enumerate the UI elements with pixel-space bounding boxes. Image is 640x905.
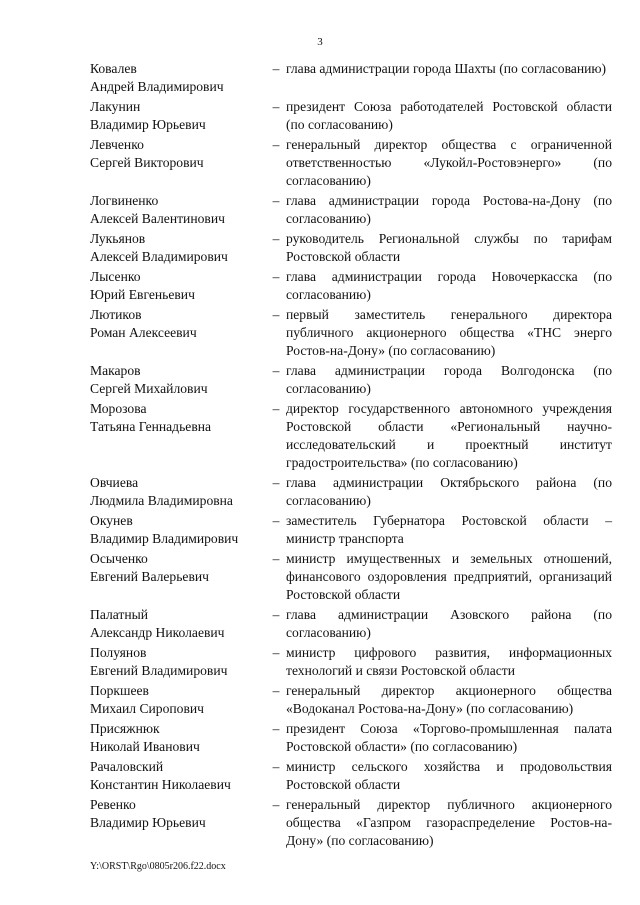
member-name [90, 606, 266, 642]
surname: Присяжнюк [90, 721, 160, 736]
member-name [90, 512, 266, 548]
member-role: генеральный директор акционерного общества «Водоканал Ростова-на-Дону» (по согласованию) [286, 683, 612, 716]
surname: Макаров [90, 363, 141, 378]
list-item [90, 474, 612, 510]
member-role: министр сельского хозяйства и продовольствия Ростовской области [286, 759, 612, 792]
member-name [90, 720, 266, 756]
member-name [90, 306, 266, 342]
member-name [90, 192, 266, 228]
dash: – [272, 551, 280, 566]
member-list [90, 60, 612, 852]
dash: – [272, 759, 280, 774]
member-role: президент Союза работодателей Ростовской области (по согласованию) [286, 99, 612, 132]
given-name: Евгений Валерьевич [90, 569, 209, 584]
given-name: Татьяна Геннадьевна [90, 419, 212, 434]
dash: – [272, 683, 280, 698]
dash: – [272, 307, 280, 322]
list-item [90, 720, 612, 756]
member-role: генеральный директор публичного акционерного общества «Газпром газораспределение Ростов-на-Дону» (по согласованию) [286, 797, 612, 848]
dash: – [272, 193, 280, 208]
member-role: первый заместитель генерального директора публичного акционерного общества «ТНС энерго Ростов-на-Дону» (по согласованию) [286, 307, 612, 358]
given-name: Николай Иванович [90, 739, 200, 754]
member-name [90, 136, 266, 172]
member-name [90, 362, 266, 398]
member-role: глава администрации Азовского района (по согласованию) [286, 607, 612, 640]
given-name: Владимир Юрьевич [90, 117, 206, 132]
member-role: министр имущественных и земельных отношений, финансового оздоровления предприятий, организаций Ростовской области [286, 551, 612, 602]
member-role: министр цифрового развития, информационных технологий и связи Ростовской области [286, 645, 612, 678]
given-name: Алексей Владимирович [90, 249, 228, 264]
dash: – [272, 231, 280, 246]
member-role: генеральный директор общества с ограниченной ответственностью «Лукойл-Ростовэнерго» (по согласованию) [286, 137, 612, 188]
given-name: Юрий Евгеньевич [90, 287, 195, 302]
list-item [90, 230, 612, 266]
dash: – [272, 99, 280, 114]
member-name [90, 758, 266, 794]
surname: Логвиненко [90, 193, 159, 208]
dash: – [272, 797, 280, 812]
member-role: президент Союза «Торгово-промышленная палата Ростовской области» (по согласованию) [286, 721, 612, 754]
list-item [90, 60, 612, 96]
given-name: Александр Николаевич [90, 625, 225, 640]
member-name [90, 268, 266, 304]
member-role: директор государственного автономного учреждения Ростовской области «Региональный научно-исследовательский и проектный институт градостроительства» (по согласованию) [286, 401, 612, 470]
list-item [90, 400, 612, 472]
dash: – [272, 721, 280, 736]
surname: Овчиева [90, 475, 139, 490]
dash: – [272, 401, 280, 416]
list-item [90, 136, 612, 190]
member-role: руководитель Региональной службы по тарифам Ростовской области [286, 231, 612, 264]
surname: Лысенко [90, 269, 141, 284]
dash: – [272, 607, 280, 622]
member-role: глава администрации города Шахты (по согласованию) [286, 61, 607, 76]
given-name: Людмила Владимировна [90, 493, 233, 508]
member-name [90, 682, 266, 718]
member-role: глава администрации города Ростова-на-Дону (по согласованию) [286, 193, 612, 226]
dash: – [272, 645, 280, 660]
surname: Окунев [90, 513, 133, 528]
member-name [90, 796, 266, 832]
list-item [90, 796, 612, 850]
member-name [90, 474, 266, 510]
surname: Ковалев [90, 61, 137, 76]
given-name: Алексей Валентинович [90, 211, 225, 226]
member-name [90, 98, 266, 134]
list-item [90, 550, 612, 604]
surname: Лютиков [90, 307, 142, 322]
member-role: глава администрации Октябрьского района (по согласованию) [286, 475, 612, 508]
surname: Рачаловский [90, 759, 164, 774]
member-name [90, 644, 266, 680]
list-item [90, 606, 612, 642]
list-item [90, 98, 612, 134]
given-name: Михаил Сиропович [90, 701, 205, 716]
member-name [90, 550, 266, 586]
given-name: Сергей Викторович [90, 155, 204, 170]
given-name: Евгений Владимирович [90, 663, 228, 678]
list-item [90, 644, 612, 680]
surname: Полуянов [90, 645, 147, 660]
list-item [90, 192, 612, 228]
list-item [90, 512, 612, 548]
dash: – [272, 61, 280, 76]
list-item [90, 306, 612, 360]
member-name [90, 60, 266, 96]
list-item [90, 268, 612, 304]
dash: – [272, 137, 280, 152]
surname: Лакунин [90, 99, 141, 114]
dash: – [272, 475, 280, 490]
member-role: заместитель Губернатора Ростовской области – министр транспорта [286, 513, 612, 546]
list-item [90, 758, 612, 794]
list-item [90, 362, 612, 398]
given-name: Владимир Владимирович [90, 531, 239, 546]
given-name: Владимир Юрьевич [90, 815, 206, 830]
surname: Палатный [90, 607, 149, 622]
member-name [90, 230, 266, 266]
given-name: Сергей Михайлович [90, 381, 208, 396]
surname: Морозова [90, 401, 147, 416]
surname: Ревенко [90, 797, 136, 812]
member-role: глава администрации города Волгодонска (по согласованию) [286, 363, 612, 396]
dash: – [272, 269, 280, 284]
given-name: Константин Николаевич [90, 777, 231, 792]
member-role: глава администрации города Новочеркасска (по согласованию) [286, 269, 612, 302]
member-name [90, 400, 266, 436]
surname: Лукьянов [90, 231, 146, 246]
surname: Левченко [90, 137, 144, 152]
given-name: Андрей Владимирович [90, 79, 224, 94]
list-item [90, 682, 612, 718]
given-name: Роман Алексеевич [90, 325, 197, 340]
surname: Осыченко [90, 551, 148, 566]
page-number: 3 [317, 36, 323, 48]
surname: Поркшеев [90, 683, 149, 698]
dash: – [272, 363, 280, 378]
file-path-footer: Y:\ORST\Rgo\0805r206.f22.docx [90, 861, 226, 872]
dash: – [272, 513, 280, 528]
